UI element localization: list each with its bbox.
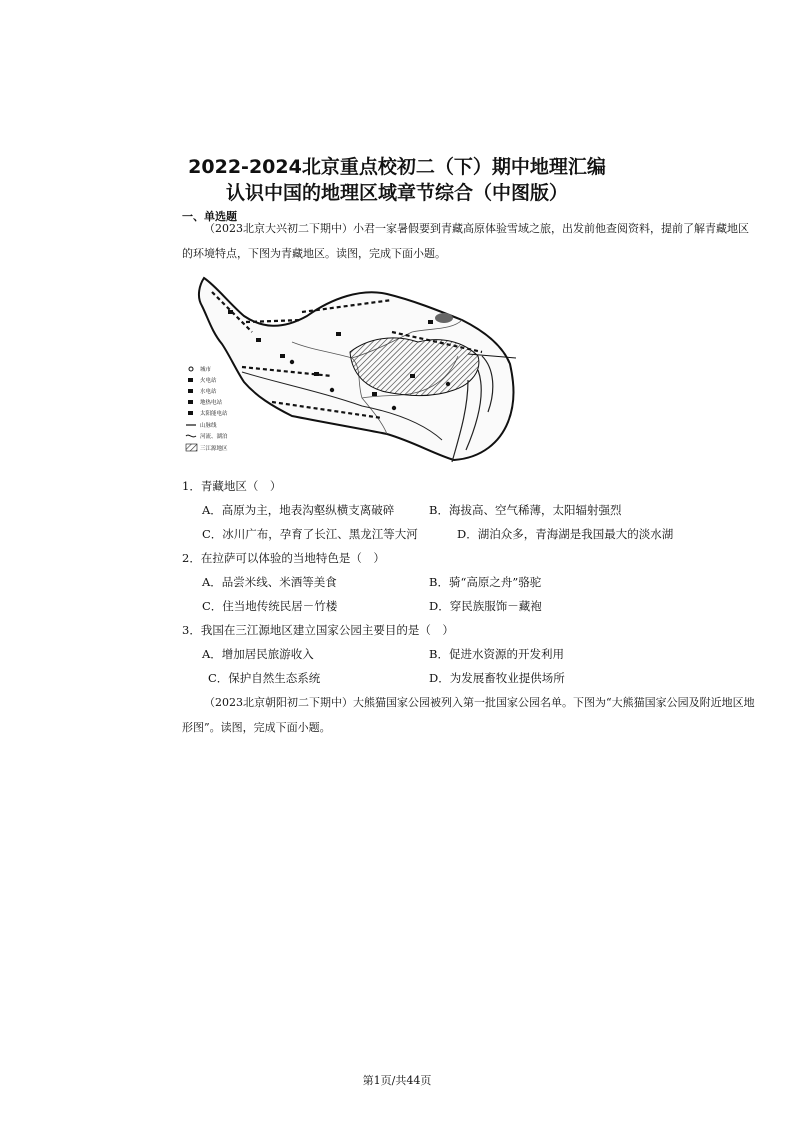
intro-paragraph-1: （2023北京大兴初二下期中）小君一家暑假要到青藏高原体验雪域之旅，出发前他查阅资料，提前了解青藏地区的环境特点，下图为青藏地区。读图，完成下面小题。 — [182, 222, 749, 260]
section-heading: 一、单选题 — [182, 210, 237, 223]
document-title-line1: 2022-2024北京重点校初二（下）期中地理汇编 — [188, 156, 606, 178]
legend-mountain: 山脉线 — [200, 423, 217, 429]
legend-city: 城市 — [200, 367, 212, 373]
legend-thermal: 火电站 — [200, 378, 217, 384]
question-2-option-c[interactable]: C．住当地传统民居－竹楼 — [202, 599, 338, 613]
question-1-stem: 1．青藏地区（ ） — [182, 479, 282, 493]
question-3-option-d[interactable]: D．为发展畜牧业提供场所 — [429, 671, 565, 685]
legend-three-river: 三江源地区 — [200, 446, 228, 452]
qinghai-tibet-map — [182, 272, 518, 468]
question-2-option-b[interactable]: B．骑“高原之舟”骆驼 — [429, 575, 542, 589]
legend-hydro: 水电站 — [200, 389, 217, 395]
question-1-option-b[interactable]: B．海拔高、空气稀薄，太阳辐射强烈 — [429, 503, 622, 517]
question-2-stem: 2．在拉萨可以体验的当地特色是（ ） — [182, 551, 385, 565]
lake — [435, 313, 453, 323]
intro-paragraph-2: （2023北京朝阳初二下期中）大熊猫国家公园被列入第一批国家公园名单。下图为“大熊猫国家公园及附近地区地形图”。读图，完成下面小题。 — [182, 696, 755, 734]
question-2-option-a[interactable]: A．品尝米线、米酒等美食 — [202, 575, 337, 589]
legend-geothermal: 地热电站 — [200, 400, 223, 406]
document-title-line2: 认识中国的地理区域章节综合（中图版） — [225, 182, 568, 204]
question-1-option-c[interactable]: C．冰川广布，孕育了长江、黑龙江等大河 — [202, 527, 418, 541]
question-1-option-a[interactable]: A．高原为主，地表沟壑纵横支离破碎 — [202, 503, 395, 517]
page-footer: 第1页/共44页 — [362, 1074, 432, 1087]
legend-river-lake: 河流、湖泊 — [200, 434, 228, 440]
question-3-option-a[interactable]: A．增加居民旅游收入 — [202, 647, 314, 661]
question-3-option-b[interactable]: B．促进水资源的开发利用 — [429, 647, 564, 661]
question-2-option-d[interactable]: D．穿民族服饰－藏袍 — [429, 599, 542, 613]
question-1-option-d[interactable]: D．湖泊众多，青海湖是我国最大的淡水湖 — [457, 527, 674, 541]
question-3-stem: 3．我国在三江源地区建立国家公园主要目的是（ ） — [182, 623, 454, 637]
question-3-option-c[interactable]: C．保护自然生态系统 — [208, 671, 321, 685]
legend-solar: 太阳能电站 — [200, 411, 228, 417]
